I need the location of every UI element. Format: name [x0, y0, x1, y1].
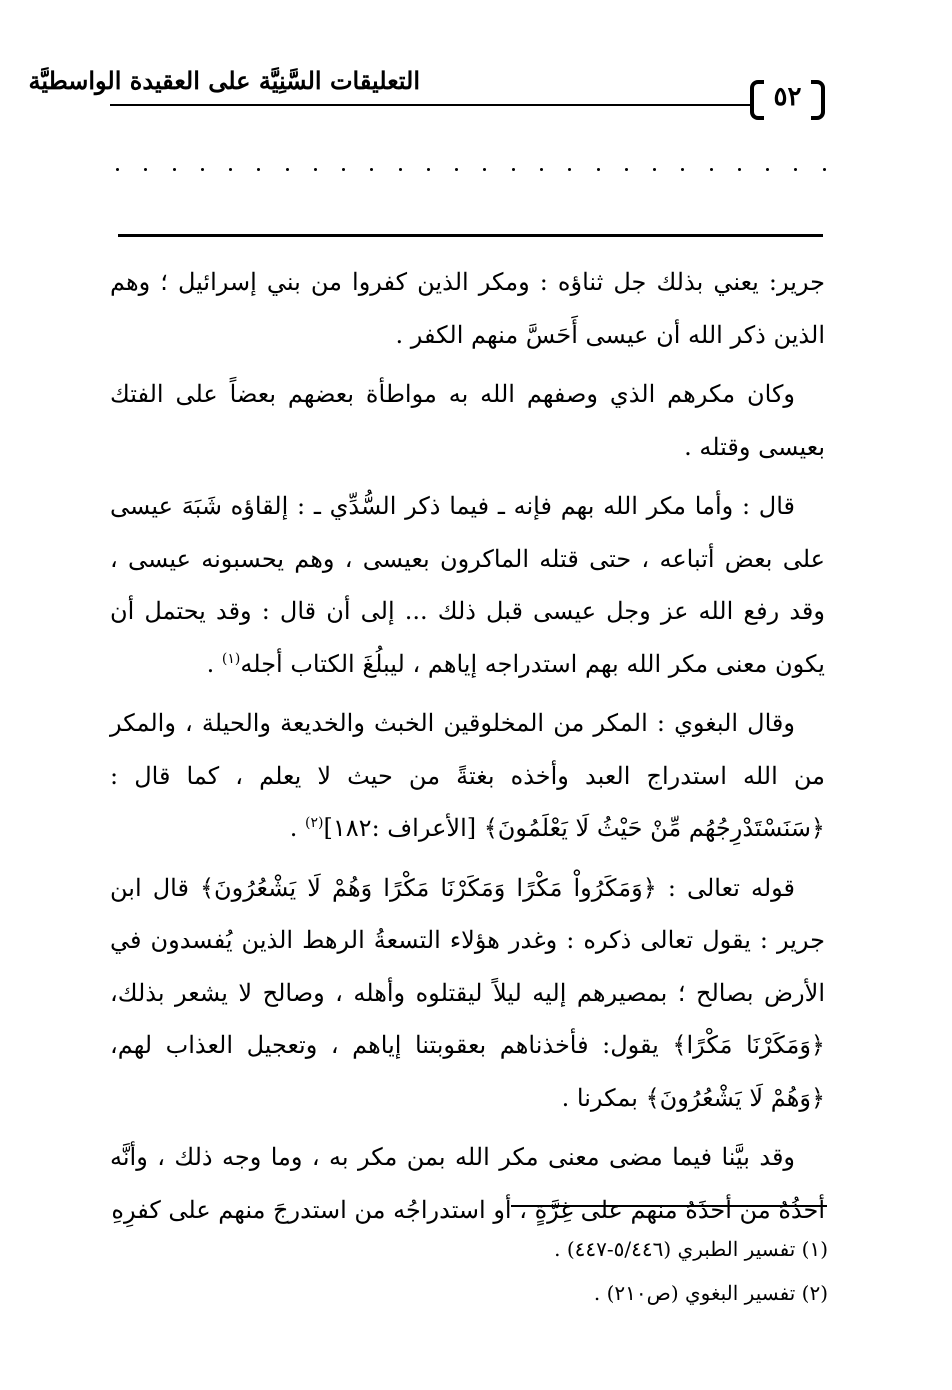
paragraph: وكان مكرهم الذي وصفهم الله به مواطأة بعضهم بعضاً على الفتك بعيسى وقتله .	[110, 380, 825, 461]
page-number-badge	[750, 80, 825, 124]
footnote-ref[interactable]: (١)	[221, 650, 241, 667]
footnotes	[328, 1227, 828, 1315]
page-header	[28, 60, 825, 126]
running-title: التعليقات السَّنِيَّة على العقيدة الواسطيَّة	[28, 66, 420, 95]
content-top-rule	[118, 234, 823, 237]
paragraph: قوله تعالى : ﴿وَمَكَرُواْ مَكْرًا وَمَكَرْنَا مَكْرًا وَهُمْ لَا يَشْعُرُونَ﴾ قال ابن جرير : يقول تعالى ذكره : وغدر هؤلاء التسعةُ الرهط الذين يُفسدون في الأرض بصالح ؛ بمصيرهم إليه ليلاً ليقتلوه وأهله ، وصالح لا يشعر بذلك، ﴿وَمَكَرْنَا مَكْرًا﴾ يقول: فأخذناهم بعقوبتنا إياهم ، وتعجيل العذاب لهم، ﴿وَهُمْ لَا يَشْعُرُونَ﴾ بمكرنا .	[110, 873, 825, 1112]
footnote: (٢) تفسير البغوي (ص٢١٠) .	[593, 1281, 828, 1305]
main-text	[110, 256, 825, 1243]
footnote-rule	[511, 1205, 827, 1207]
page-number: ٥٢	[773, 82, 802, 112]
footnote: (١) تفسير الطبري (٥/٤٤٦-٤٤٧) .	[554, 1237, 828, 1261]
paragraph: قال : وأما مكر الله بهم فإنه ـ فيما ذكر السُّدِّي ـ : إلقاؤه شَبَهَ عيسى على بعض أتباعه ، حتى قتله الماكرون بعيسى ، وهم يحسبونه عيسى ، وقد رفع الله عز وجل عيسى قبل ذلك ... إلى أن قال : وقد يحتمل أن يكون معنى مكر الله بهم استدراجه إياهم ، ليبلُغَ الكتاب أجله$^{(١)}$ .	[110, 492, 825, 678]
paragraph: وقال البغوي : المكر من المخلوقين الخبث والخديعة والحيلة ، والمكر من الله استدراج العبد وأخذه بغتةً من حيث لا يعلم ، كما قال : ﴿سَنَسْتَدْرِجُهُم مِّنْ حَيْثُ لَا يَعْلَمُونَ﴾ [الأعراف :١٨٢]$^{(٢)}$ .	[110, 709, 825, 842]
header-rule	[110, 104, 750, 106]
paragraph: جرير: يعني بذلك جل ثناؤه : ومكر الذين كفروا من بني إسرائيل ؛ وهم الذين ذكر الله أن عيسى أَحَسَّ منهم الكفر .	[110, 268, 825, 349]
paragraph: وقد بيَّنا فيما مضى معنى مكر الله بمن مكر به ، وما وجه ذلك ، وأنَّه أخذُهُ من أخذَهُ منهم على غِرَّةٍ ، أو استدراجُه من استدرجَ منهم على كفرِهِ	[110, 1143, 825, 1224]
footnote-ref[interactable]: (٢)	[305, 815, 324, 831]
dotted-separator	[116, 168, 826, 171]
